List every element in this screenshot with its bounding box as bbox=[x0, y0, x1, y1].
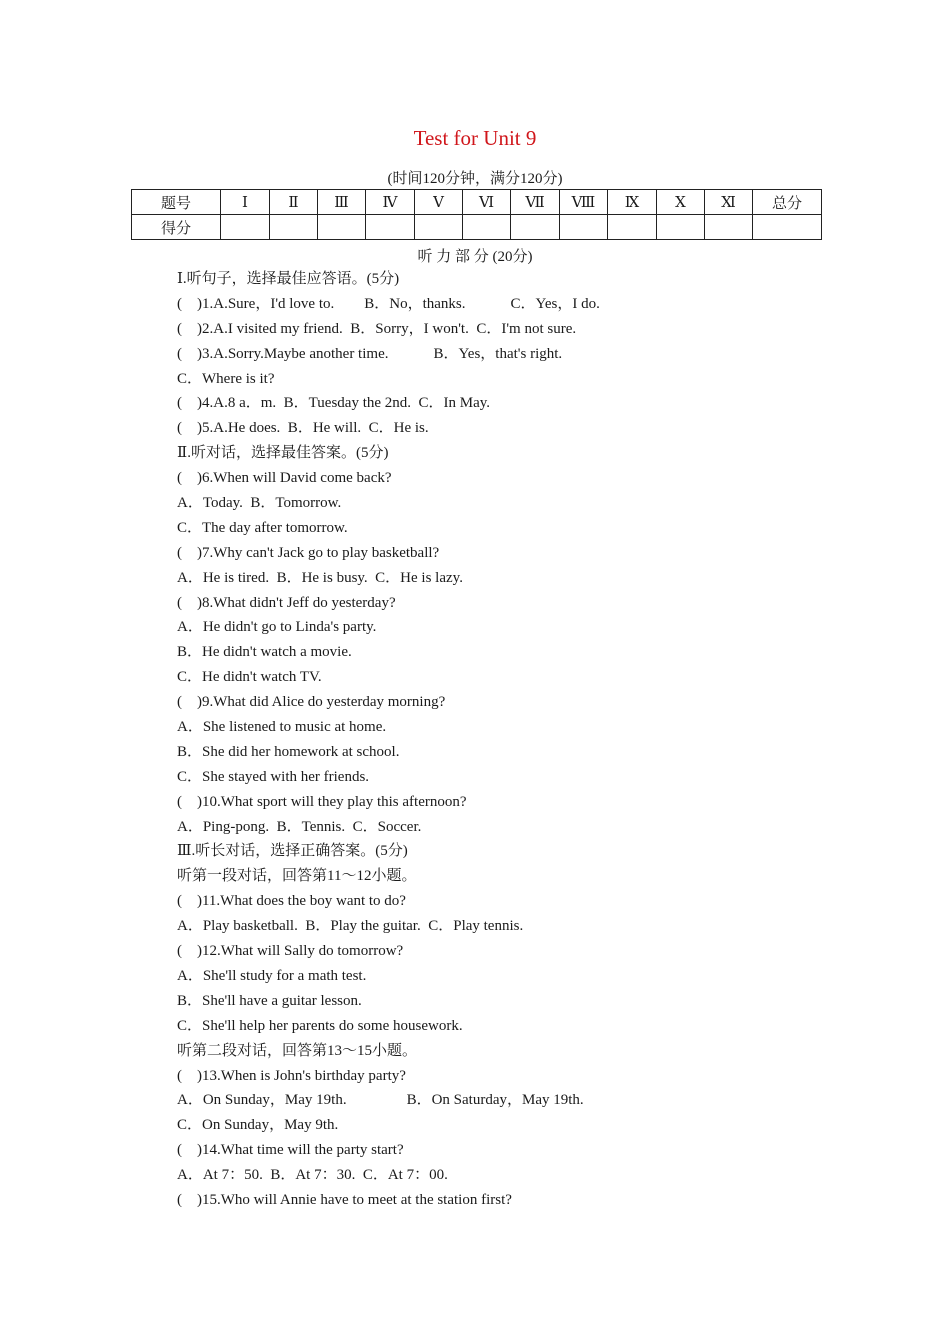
question-9-option-c: C．She stayed with her friends. bbox=[177, 768, 370, 785]
question-7-options: A．He is tired. B．He is busy. C．He is lazy. bbox=[177, 569, 463, 586]
header-cell-total: 总分 bbox=[753, 190, 822, 215]
header-cell-section-10: Ⅹ bbox=[657, 190, 705, 215]
part-1-instruction: Ⅰ.听句子，选择最佳应答语。(5分) bbox=[177, 271, 400, 287]
question-10: ( )10.What sport will they play this afternoon? bbox=[177, 793, 467, 810]
dialogue-1-instruction: 听第一段对话，回答第11～12小题。 bbox=[177, 868, 417, 885]
question-14: ( )14.What time will the party start? bbox=[177, 1142, 404, 1159]
question-4: ( )4.A.8 a．m. B．Tuesday the 2nd. C．In May. bbox=[177, 395, 491, 412]
question-12-option-a: A．She'll study for a math test. bbox=[177, 967, 367, 984]
dialogue-2-instruction: 听第二段对话，回答第13～15小题。 bbox=[177, 1042, 418, 1059]
header-cell-section-1: Ⅰ bbox=[221, 190, 270, 215]
score-cell[interactable] bbox=[705, 215, 753, 240]
score-cell[interactable] bbox=[463, 215, 511, 240]
header-cell-section-2: Ⅱ bbox=[270, 190, 318, 215]
score-cell-total[interactable] bbox=[753, 215, 822, 240]
header-cell-section-11: Ⅺ bbox=[705, 190, 753, 215]
question-8-option-a: A．He didn't go to Linda's party. bbox=[177, 619, 377, 636]
question-3-option-c: C．Where is it? bbox=[177, 370, 275, 387]
header-cell-section-4: Ⅳ bbox=[366, 190, 415, 215]
question-8-option-c: C．He didn't watch TV. bbox=[177, 669, 322, 686]
header-cell-section-3: Ⅲ bbox=[318, 190, 366, 215]
question-12: ( )12.What will Sally do tomorrow? bbox=[177, 943, 404, 960]
score-cell[interactable] bbox=[560, 215, 608, 240]
question-12-option-b: B．She'll have a guitar lesson. bbox=[177, 992, 362, 1009]
question-11-options: A．Play basketball. B．Play the guitar. C．Play tennis. bbox=[177, 918, 524, 935]
score-cell[interactable] bbox=[270, 215, 318, 240]
question-7: ( )7.Why can't Jack go to play basketball? bbox=[177, 544, 440, 561]
header-cell-section-7: Ⅶ bbox=[511, 190, 560, 215]
question-12-option-c: C．She'll help her parents do some housework. bbox=[177, 1017, 463, 1034]
question-14-options: A．At 7：50. B．At 7：30. C．At 7：00. bbox=[177, 1167, 448, 1184]
question-2: ( )2.A.I visited my friend. B．Sorry，I won't. C．I'm not sure. bbox=[177, 320, 577, 337]
question-9-option-a: A．She listened to music at home. bbox=[177, 719, 387, 736]
score-cell[interactable] bbox=[415, 215, 463, 240]
score-cell[interactable] bbox=[511, 215, 560, 240]
score-table-score-row bbox=[132, 215, 822, 240]
question-9-option-b: B．She did her homework at school. bbox=[177, 743, 400, 760]
header-cell-section-5: Ⅴ bbox=[415, 190, 463, 215]
test-duration-note: (时间120分钟，满分120分) bbox=[387, 171, 563, 187]
question-9: ( )9.What did Alice do yesterday morning? bbox=[177, 694, 446, 711]
question-15: ( )15.Who will Annie have to meet at the station first? bbox=[177, 1191, 512, 1208]
part-3-instruction: Ⅲ.听长对话，选择正确答案。(5分) bbox=[177, 843, 408, 860]
header-cell-section-8: Ⅷ bbox=[560, 190, 608, 215]
question-8-option-b: B．He didn't watch a movie. bbox=[177, 644, 352, 661]
question-10-options: A．Ping-pong. B．Tennis. C．Soccer. bbox=[177, 818, 422, 835]
question-6-option-c: C．The day after tomorrow. bbox=[177, 519, 348, 536]
question-11: ( )11.What does the boy want to do? bbox=[177, 893, 406, 910]
listening-section-heading: 听 力 部 分 (20分) bbox=[417, 249, 533, 265]
score-row-label: 得分 bbox=[132, 215, 221, 240]
part-2-instruction: Ⅱ.听对话，选择最佳答案。(5分) bbox=[177, 445, 389, 462]
question-8: ( )8.What didn't Jeff do yesterday? bbox=[177, 594, 396, 611]
score-table bbox=[131, 189, 822, 240]
question-1: ( )1.A.Sure，I'd love to. B．No，thanks. C．Yes，I do. bbox=[177, 295, 600, 312]
question-13-options-ab: A．On Sunday，May 19th. B．On Saturday，May 19th. bbox=[177, 1092, 584, 1109]
score-cell[interactable] bbox=[221, 215, 270, 240]
question-6: ( )6.When will David come back? bbox=[177, 470, 392, 487]
score-cell[interactable] bbox=[608, 215, 657, 240]
question-13: ( )13.When is John's birthday party? bbox=[177, 1067, 406, 1084]
header-cell-question-number: 题号 bbox=[132, 190, 221, 215]
question-13-option-c: C．On Sunday，May 9th. bbox=[177, 1117, 339, 1134]
question-6-options-ab: A．Today. B．Tomorrow. bbox=[177, 495, 342, 512]
score-table-header-row bbox=[132, 190, 822, 215]
score-cell[interactable] bbox=[318, 215, 366, 240]
question-5: ( )5.A.He does. B．He will. C．He is. bbox=[177, 420, 429, 437]
question-3: ( )3.A.Sorry.Maybe another time. B．Yes，that's right. bbox=[177, 345, 563, 362]
header-cell-section-6: Ⅵ bbox=[463, 190, 511, 215]
score-cell[interactable] bbox=[657, 215, 705, 240]
question-list bbox=[177, 267, 817, 1213]
score-cell[interactable] bbox=[366, 215, 415, 240]
page-title: Test for Unit 9 bbox=[413, 126, 537, 150]
header-cell-section-9: Ⅸ bbox=[608, 190, 657, 215]
